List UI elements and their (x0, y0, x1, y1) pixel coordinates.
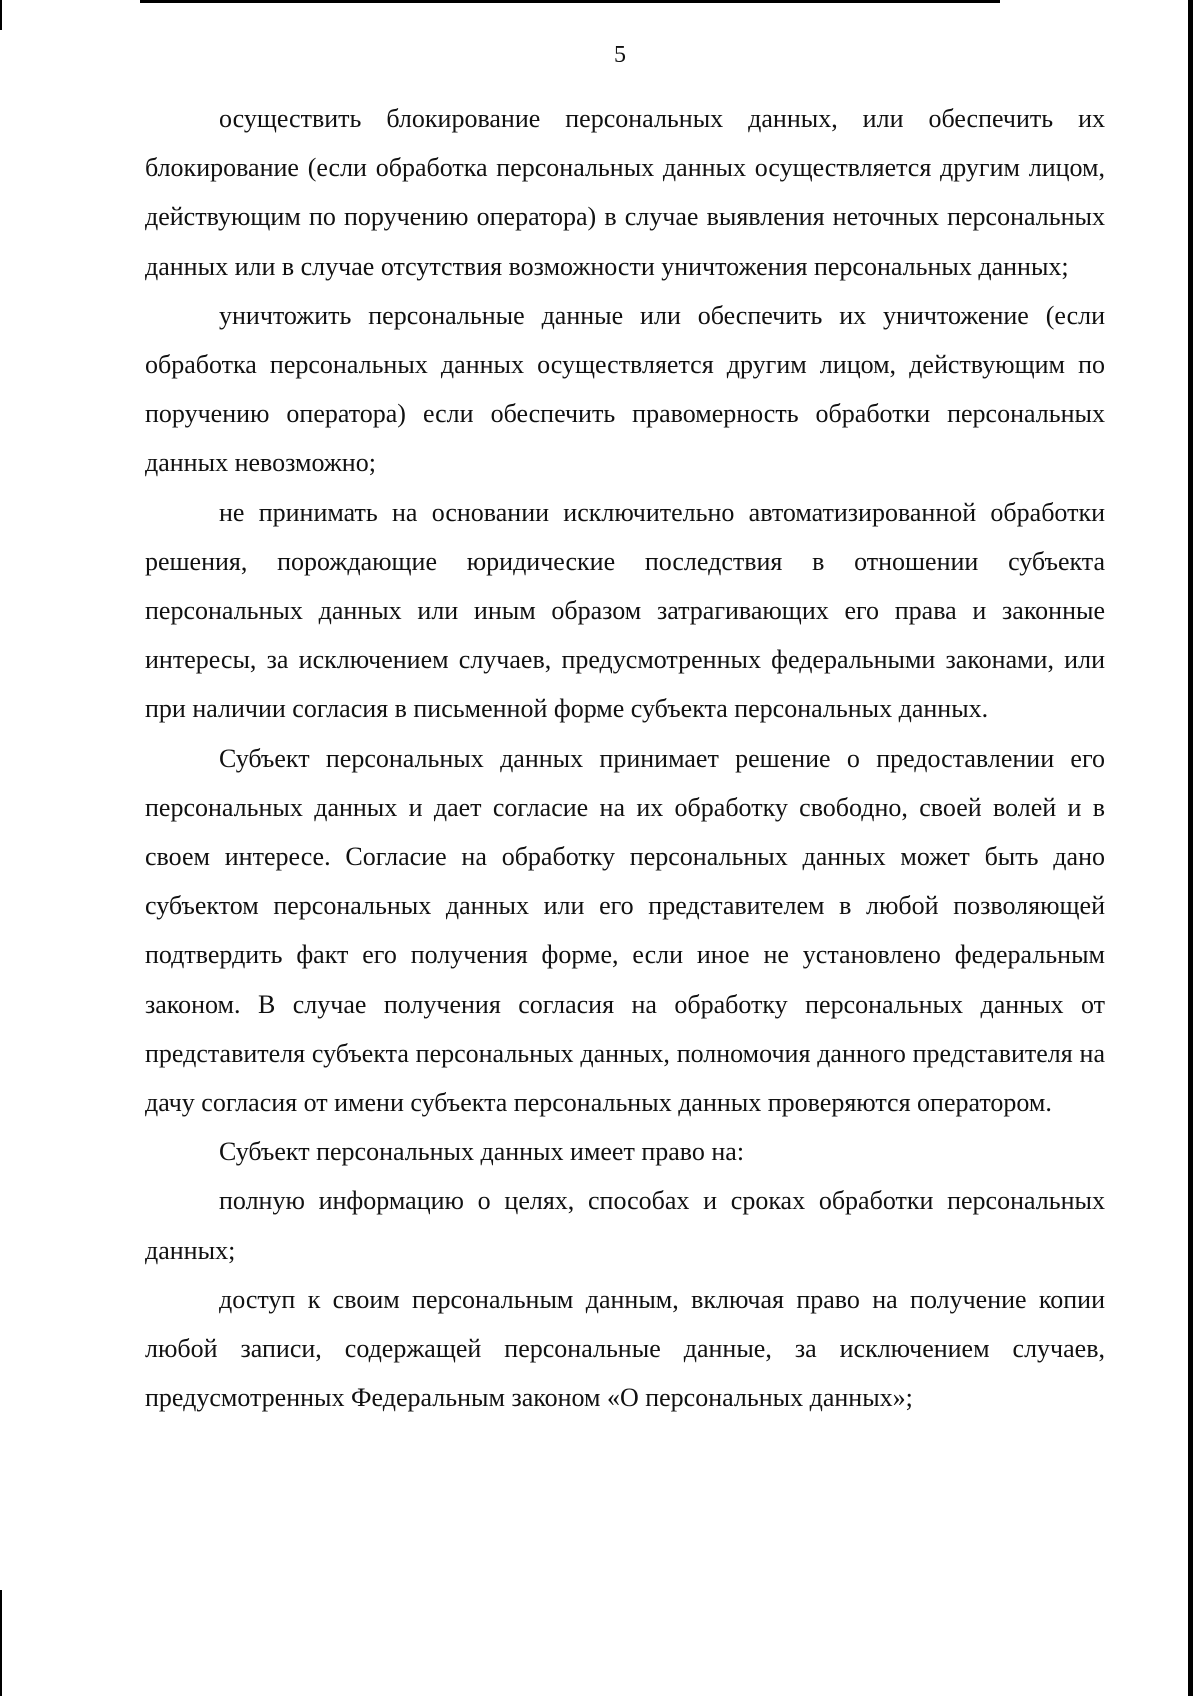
scan-border-left-bottom (0, 1590, 2, 1696)
scan-border-top (140, 0, 1000, 3)
paragraph-automated-decisions: не принимать на основании исключительно автоматизированной обработки решения, порождающие юридические последствия в отношении субъекта персональных данных или иным образом затрагивающих его права и законные интересы, за исключением случаев, предусмотренных федеральными законами, или при наличии согласия в письменной форме субъекта персональных данных. (145, 497, 1105, 724)
scan-border-right (1188, 0, 1193, 1696)
paragraph-right-information: полную информацию о целях, способах и сроках обработки персональных данных; (145, 1186, 1105, 1265)
paragraph-subject-rights-intro: Субъект персональных данных имеет право на: (219, 1137, 745, 1167)
page-number: 5 (614, 42, 626, 68)
paragraph-blocking: осуществить блокирование персональных данных, или обеспечить их блокирование (если обработка персональных данных осуществляется другим лицом, действующим по поручению оператора) в случае выявления неточных персональных данных или в случае отсутствия возможности уничтожения персональных данных; (145, 104, 1105, 281)
paragraph-destruction: уничтожить персональные данные или обеспечить их уничтожение (если обработка персональных данных осуществляется другим лицом, действующим по поручению оператора) если обеспечить правомерность обработки персональных данных невозможно; (145, 300, 1105, 478)
paragraph-right-access: доступ к своим персональным данным, включая право на получение копии любой записи, содержащей персональные данные, за исключением случаев, предусмотренных Федеральным законом «О персональных данных»; (145, 1284, 1105, 1413)
document-body (145, 94, 1105, 1422)
paragraph-consent: Субъект персональных данных принимает решение о предоставлении его персональных данных и дает согласие на их обработку свободно, своей волей и в своем интересе. Согласие на обработку персональных данных может быть дано субъектом персональных данных или его представителем в любой позволяющей подтвердить факт его получения форме, если иное не установлено федеральным законом. В случае получения согласия на обработку персональных данных от представителя субъекта персональных данных, полномочия данного представителя на дачу согласия от имени субъекта персональных данных проверяются оператором. (145, 743, 1105, 1118)
scan-border-left-top (0, 0, 2, 30)
